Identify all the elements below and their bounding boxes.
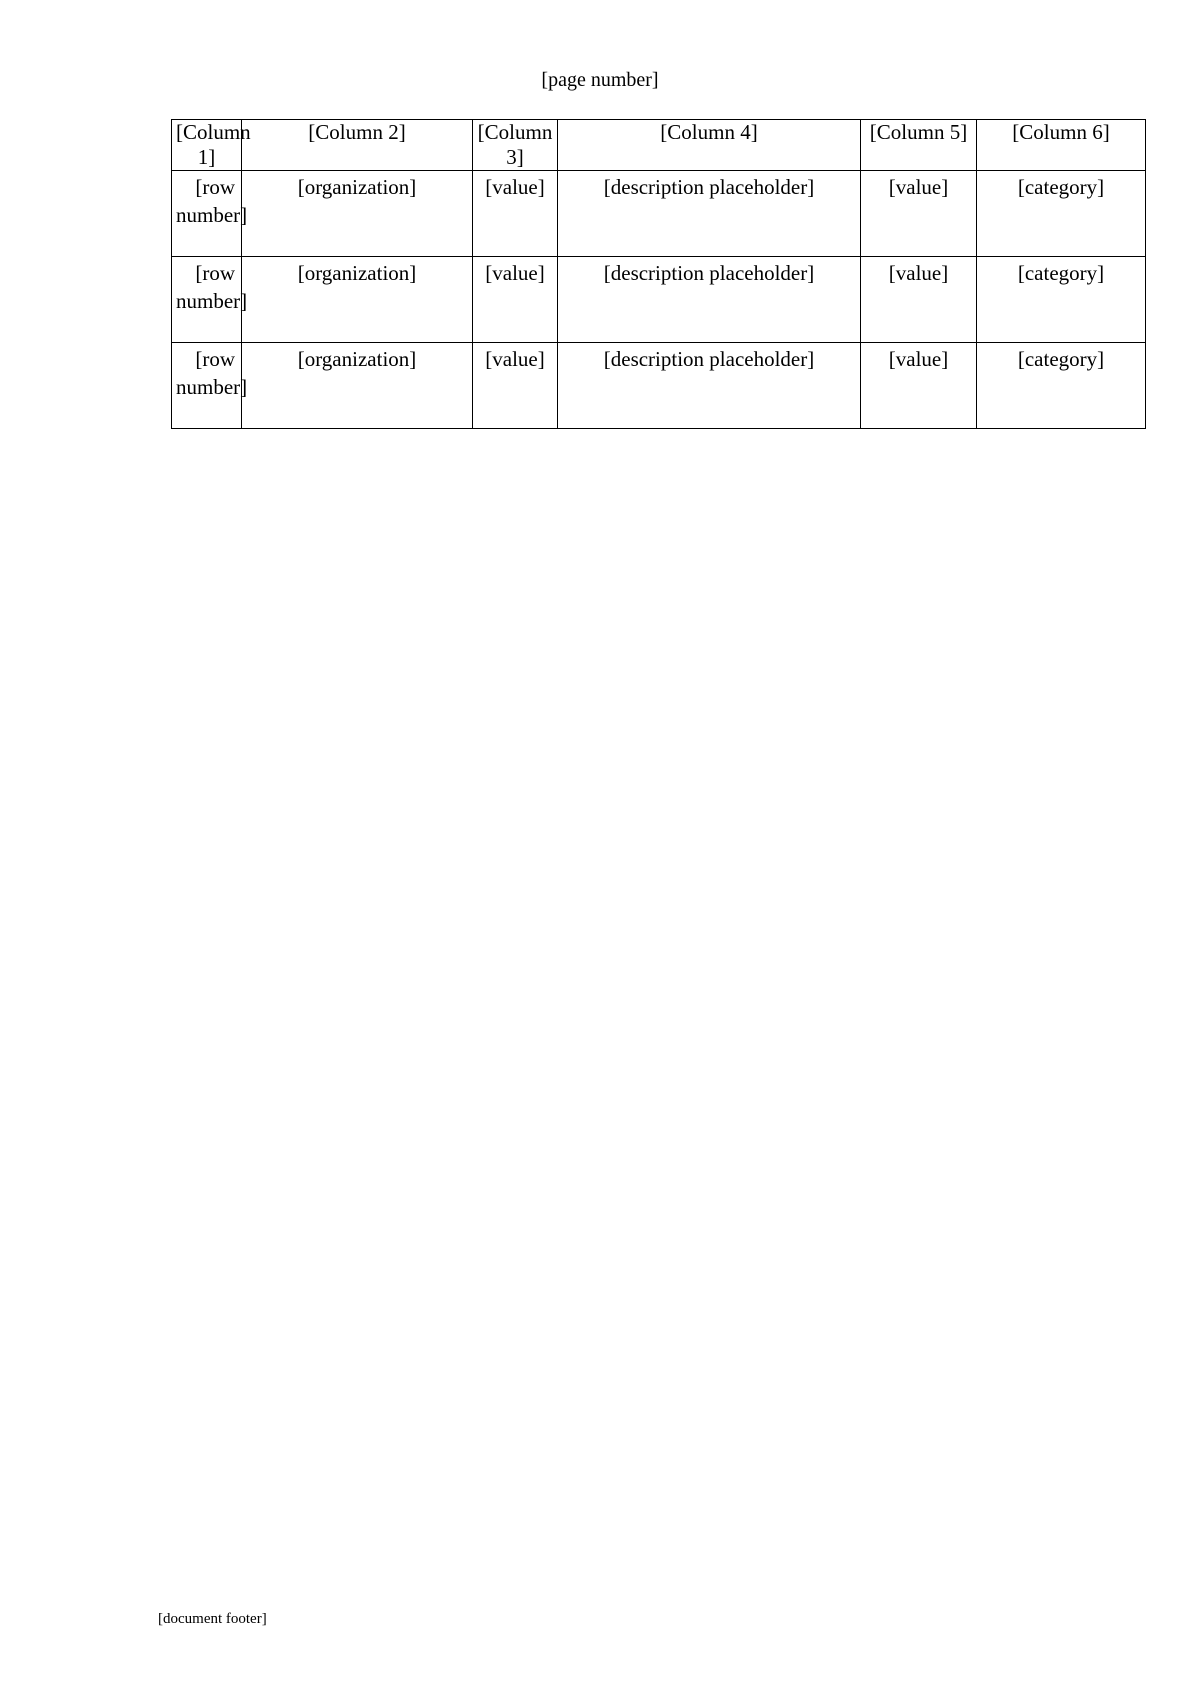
header-cell-col-4: [Column 4] (558, 120, 861, 171)
floor-cell: [value] (473, 257, 558, 343)
row-number-cell: [row number] (172, 257, 242, 343)
description-cell: [description placeholder] (558, 343, 861, 429)
table-row (172, 257, 1146, 343)
organization-cell: [organization] (242, 257, 473, 343)
table-row (172, 343, 1146, 429)
organization-cell: [organization] (242, 171, 473, 257)
table-header (172, 120, 1146, 171)
description-cell: [description placeholder] (558, 257, 861, 343)
description-cell: [description placeholder] (558, 171, 861, 257)
header-cell-col-5: [Column 5] (861, 120, 977, 171)
area-cell: [value] (861, 171, 977, 257)
table-body (172, 171, 1146, 429)
purpose-cell: [category] (977, 257, 1146, 343)
purpose-cell: [category] (977, 343, 1146, 429)
footer-file-path: [document footer] (158, 1611, 267, 1627)
header-cell-col-1: [Column 1] (172, 120, 242, 171)
row-number-cell: [row number] (172, 171, 242, 257)
area-cell: [value] (861, 343, 977, 429)
header-cell-col-2: [Column 2] (242, 120, 473, 171)
purpose-cell: [category] (977, 171, 1146, 257)
table-row (172, 171, 1146, 257)
header-cell-col-3: [Column 3] (473, 120, 558, 171)
page-number: [page number] (541, 69, 659, 91)
area-cell: [value] (861, 257, 977, 343)
floor-cell: [value] (473, 171, 558, 257)
premises-table (171, 119, 1146, 429)
premises-table-wrapper (171, 119, 1145, 429)
floor-cell: [value] (473, 343, 558, 429)
header-row (172, 120, 1146, 171)
row-number-cell: [row number] (172, 343, 242, 429)
header-cell-col-6: [Column 6] (977, 120, 1146, 171)
organization-cell: [organization] (242, 343, 473, 429)
